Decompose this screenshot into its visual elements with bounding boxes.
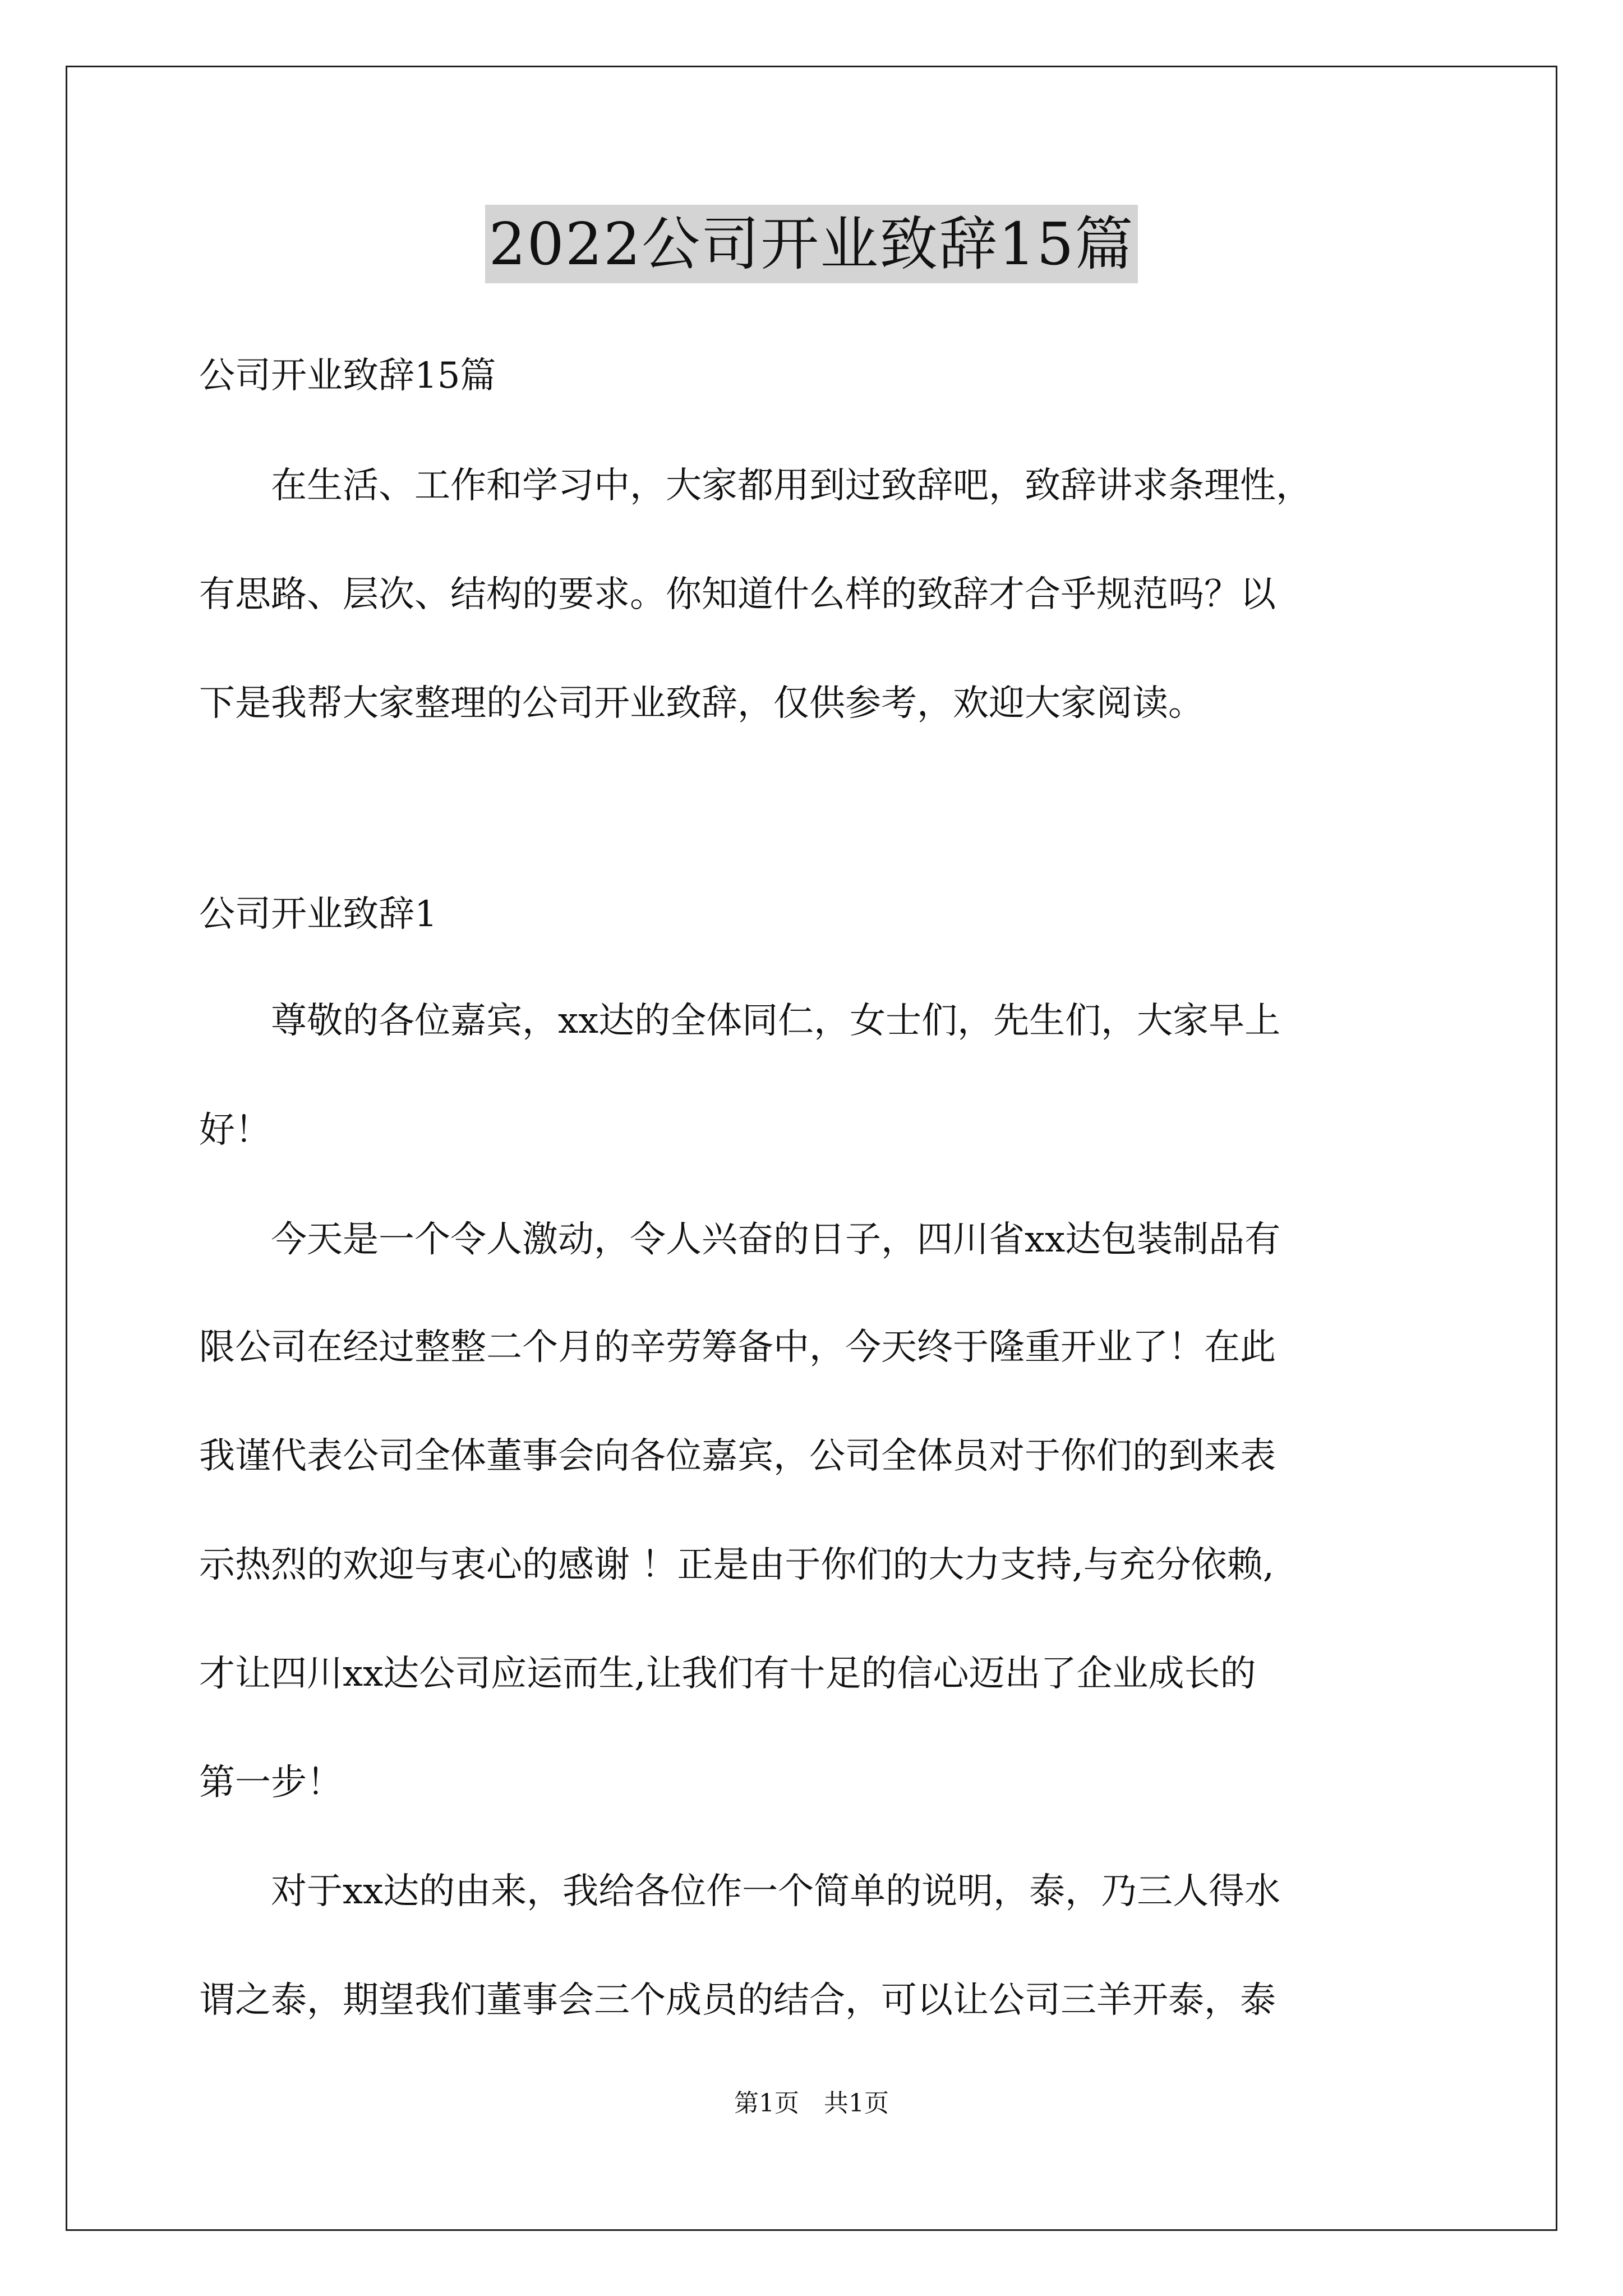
body-line: 今天是一个令人激动，令人兴奋的日子，四川省xx达包装制品有 — [199, 1219, 1281, 1260]
body-line: 尊敬的各位嘉宾，xx达的全体同仁，女士们，先生们，大家早上 — [199, 1000, 1281, 1042]
body-line: 好！ — [199, 1110, 271, 1151]
body-line: 谓之泰，期望我们董事会三个成员的结合，可以让公司三羊开泰，泰 — [199, 1980, 1276, 2021]
body-line: 示热烈的欢迎与衷心的感谢 ！正是由于你们的大力支持,与充分依赖, — [199, 1544, 1275, 1586]
subtitle-line: 公司开业致辞15篇 — [199, 355, 496, 397]
section-heading: 公司开业致辞1 — [199, 894, 437, 935]
body-line: 我谨代表公司全体董事会向各位嘉宾，公司全体员对于你们的到来表 — [199, 1435, 1276, 1477]
body-line: 才让四川xx达公司应运而生,让我们有十足的信心迈出了企业成长的 — [199, 1653, 1256, 1695]
body-line: 在生活、工作和学习中，大家都用到过致辞吧，致辞讲求条理性， — [199, 465, 1312, 507]
title-container — [0, 205, 1623, 283]
body-line: 对于xx达的由来，我给各位作一个简单的说明，泰，乃三人得水 — [199, 1871, 1281, 1912]
body-line: 第一步！ — [199, 1762, 343, 1803]
document-title: 2022公司开业致辞15篇 — [485, 205, 1137, 283]
page-footer: 第1页 共1页 — [734, 2089, 889, 2118]
body-line: 下是我帮大家整理的公司开业致辞，仅供参考，欢迎大家阅读。 — [199, 683, 1204, 724]
body-line: 有思路、层次、结构的要求。你知道什么样的致辞才合乎规范吗？以 — [199, 574, 1276, 615]
body-line: 限公司在经过整整二个月的辛劳筹备中，今天终于隆重开业了！在此 — [199, 1327, 1276, 1368]
